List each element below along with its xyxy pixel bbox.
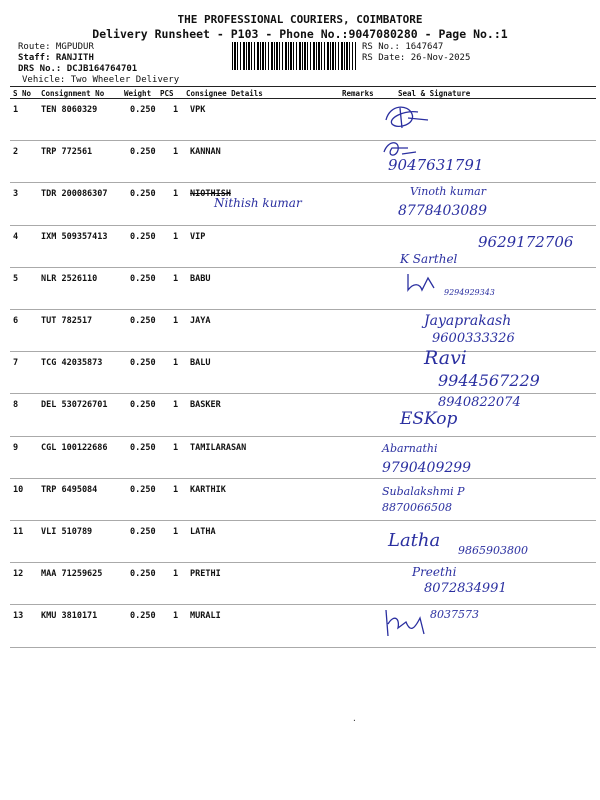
cell-consignment: TCG 42035873 [41, 358, 103, 369]
table-row [0, 268, 600, 310]
cell-consignee: PRETHI [190, 569, 221, 580]
cell-sno: 1 [13, 105, 19, 115]
cell-weight: 0.250 [130, 400, 156, 411]
cell-weight: 0.250 [130, 358, 156, 369]
cell-sno: 9 [13, 442, 19, 453]
cell-sno: 12 [13, 569, 24, 580]
cell-consignee: VPK [190, 105, 206, 115]
cell-consignee: LATHA [190, 527, 216, 537]
cell-pcs: 1 [173, 442, 179, 453]
hw-phone-row-8: 8940822074 [438, 395, 521, 410]
cell-sno: 11 [13, 527, 24, 537]
cell-consignee: MURALI [190, 611, 221, 622]
route-label: Route: MGPUDUR [18, 42, 94, 52]
cell-sno: 6 [13, 316, 19, 326]
cell-consignee: JAYA [190, 316, 211, 326]
cell-consignee: BASKER [190, 400, 221, 411]
cell-pcs: 1 [173, 400, 179, 411]
drs-label: DRS No.: DCJB164764701 [18, 64, 138, 74]
hw-phone-row-7: 9944567229 [438, 371, 540, 390]
cell-pcs: 1 [173, 105, 179, 115]
hw-phone-row-13: 8037573 [430, 608, 479, 621]
hw-phone-row-10: 8870066508 [382, 501, 452, 514]
cell-pcs: 1 [173, 484, 179, 495]
table-row [0, 479, 600, 521]
table-row [0, 99, 600, 141]
signature-row-1 [378, 100, 438, 134]
cell-sno: 3 [13, 189, 19, 200]
cell-consignee: BABU [190, 273, 211, 284]
cell-sno: 7 [13, 358, 19, 369]
col-sno: S No [13, 89, 32, 98]
cell-consignment: TUT 782517 [41, 316, 93, 326]
cell-consignee: NIOTHISH [190, 189, 231, 200]
cell-consignment: DEL 530726701 [41, 400, 108, 411]
table-row [0, 437, 600, 479]
cell-consignee: KARTHIK [190, 484, 226, 495]
hw-name-row-5: K Sarthel [400, 252, 458, 266]
col-seal: Seal & Signature [398, 89, 471, 98]
cell-consignment: VLI 510789 [41, 527, 93, 537]
cell-consignment: TEN 8060329 [41, 105, 98, 115]
cell-weight: 0.250 [130, 569, 156, 580]
cell-consignment: TRP 772561 [41, 147, 93, 158]
staff-label: Staff: RANJITH [18, 53, 94, 63]
company-title: THE PROFESSIONAL COURIERS, COIMBATORE [177, 13, 423, 26]
vehicle-label: Vehicle: Two Wheeler Delivery [22, 75, 180, 85]
cell-weight: 0.250 [130, 105, 156, 115]
signature-row-13 [380, 604, 430, 644]
col-weight: Weight [124, 89, 152, 98]
hw-phone-row-5: 9294929343 [444, 288, 495, 297]
hw-name-row-6: Jayaprakash [424, 313, 512, 329]
hw-name-row-10: Subalakshmi P [382, 485, 465, 498]
cell-consignee: KANNAN [190, 147, 221, 158]
col-remarks: Remarks [342, 89, 374, 98]
cell-pcs: 1 [173, 611, 179, 622]
cell-consignee: VIP [190, 231, 206, 242]
cell-weight: 0.250 [130, 611, 156, 622]
runsheet-subtitle: Delivery Runsheet - P103 - Phone No.:9047080280 - Page No.:1 [92, 27, 508, 41]
rs-date-label: RS Date: 26-Nov-2025 [362, 53, 471, 63]
hw-name-row-3: Vinoth kumar [410, 185, 486, 198]
cell-weight: 0.250 [130, 527, 156, 537]
hw-phone-row-3: 8778403089 [398, 203, 488, 219]
cell-consignment: CGL 100122686 [41, 442, 108, 453]
cell-consignee: BALU [190, 358, 211, 369]
cell-sno: 13 [13, 611, 24, 622]
hw-phone-row-9: 9790409299 [382, 460, 472, 476]
hw-phone-row-6: 9600333326 [432, 331, 515, 346]
cell-consignee: TAMILARASAN [190, 442, 247, 453]
col-consignee: Consignee Details [186, 89, 263, 98]
cell-consignment: KMU 3810171 [41, 611, 98, 622]
cell-pcs: 1 [173, 358, 179, 369]
col-pcs: PCS [160, 89, 174, 98]
header-top-rule [10, 86, 596, 87]
hw-name-row-12: Preethi [412, 565, 457, 579]
hw-name-row-7: Ravi [424, 347, 467, 369]
cell-sno: 8 [13, 400, 19, 411]
cell-consignment: IXM 509357413 [41, 231, 108, 242]
cell-weight: 0.250 [130, 442, 156, 453]
cell-weight: 0.250 [130, 316, 156, 326]
cell-weight: 0.250 [130, 189, 156, 200]
cell-sno: 5 [13, 273, 19, 284]
row-divider [10, 647, 596, 648]
hw-name-row-11: Latha [388, 530, 441, 551]
cell-weight: 0.250 [130, 147, 156, 158]
cell-pcs: 1 [173, 569, 179, 580]
cell-sno: 10 [13, 484, 24, 495]
cell-pcs: 1 [173, 189, 179, 200]
table-row [0, 141, 600, 183]
hw-name-row-9: Abarnathi [382, 442, 438, 455]
cell-weight: 0.250 [130, 484, 156, 495]
rs-no-label: RS No.: 1647647 [362, 42, 444, 52]
cell-pcs: 1 [173, 273, 179, 284]
cell-consignment: TDR 200086307 [41, 189, 108, 200]
barcode [232, 42, 356, 70]
cell-weight: 0.250 [130, 231, 156, 242]
cell-consignment: MAA 71259625 [41, 569, 103, 580]
hw-phone-row-4: 9629172706 [478, 233, 574, 251]
cell-sno: 2 [13, 147, 19, 158]
cell-weight: 0.250 [130, 273, 156, 284]
cell-consignment: NLR 2526110 [41, 273, 98, 284]
hw-name-row-8: ESKop [400, 409, 458, 429]
signature-row-5 [404, 272, 440, 294]
cell-pcs: 1 [173, 527, 179, 537]
cell-consignment: TRP 6495084 [41, 484, 98, 495]
hw-correction-row-3: Nithish kumar [214, 196, 302, 210]
col-consignment: Consignment No [41, 89, 105, 98]
cell-pcs: 1 [173, 316, 179, 326]
cell-pcs: 1 [173, 147, 179, 158]
cell-sno: 4 [13, 231, 19, 242]
stray-mark: . [352, 714, 357, 723]
table-row [0, 563, 600, 605]
cell-pcs: 1 [173, 231, 179, 242]
hw-phone-row-12: 8072834991 [424, 581, 507, 596]
hw-phone-row-2: 9047631791 [388, 156, 484, 174]
hw-phone-row-11: 9865903800 [458, 544, 528, 557]
table-row [0, 605, 600, 647]
